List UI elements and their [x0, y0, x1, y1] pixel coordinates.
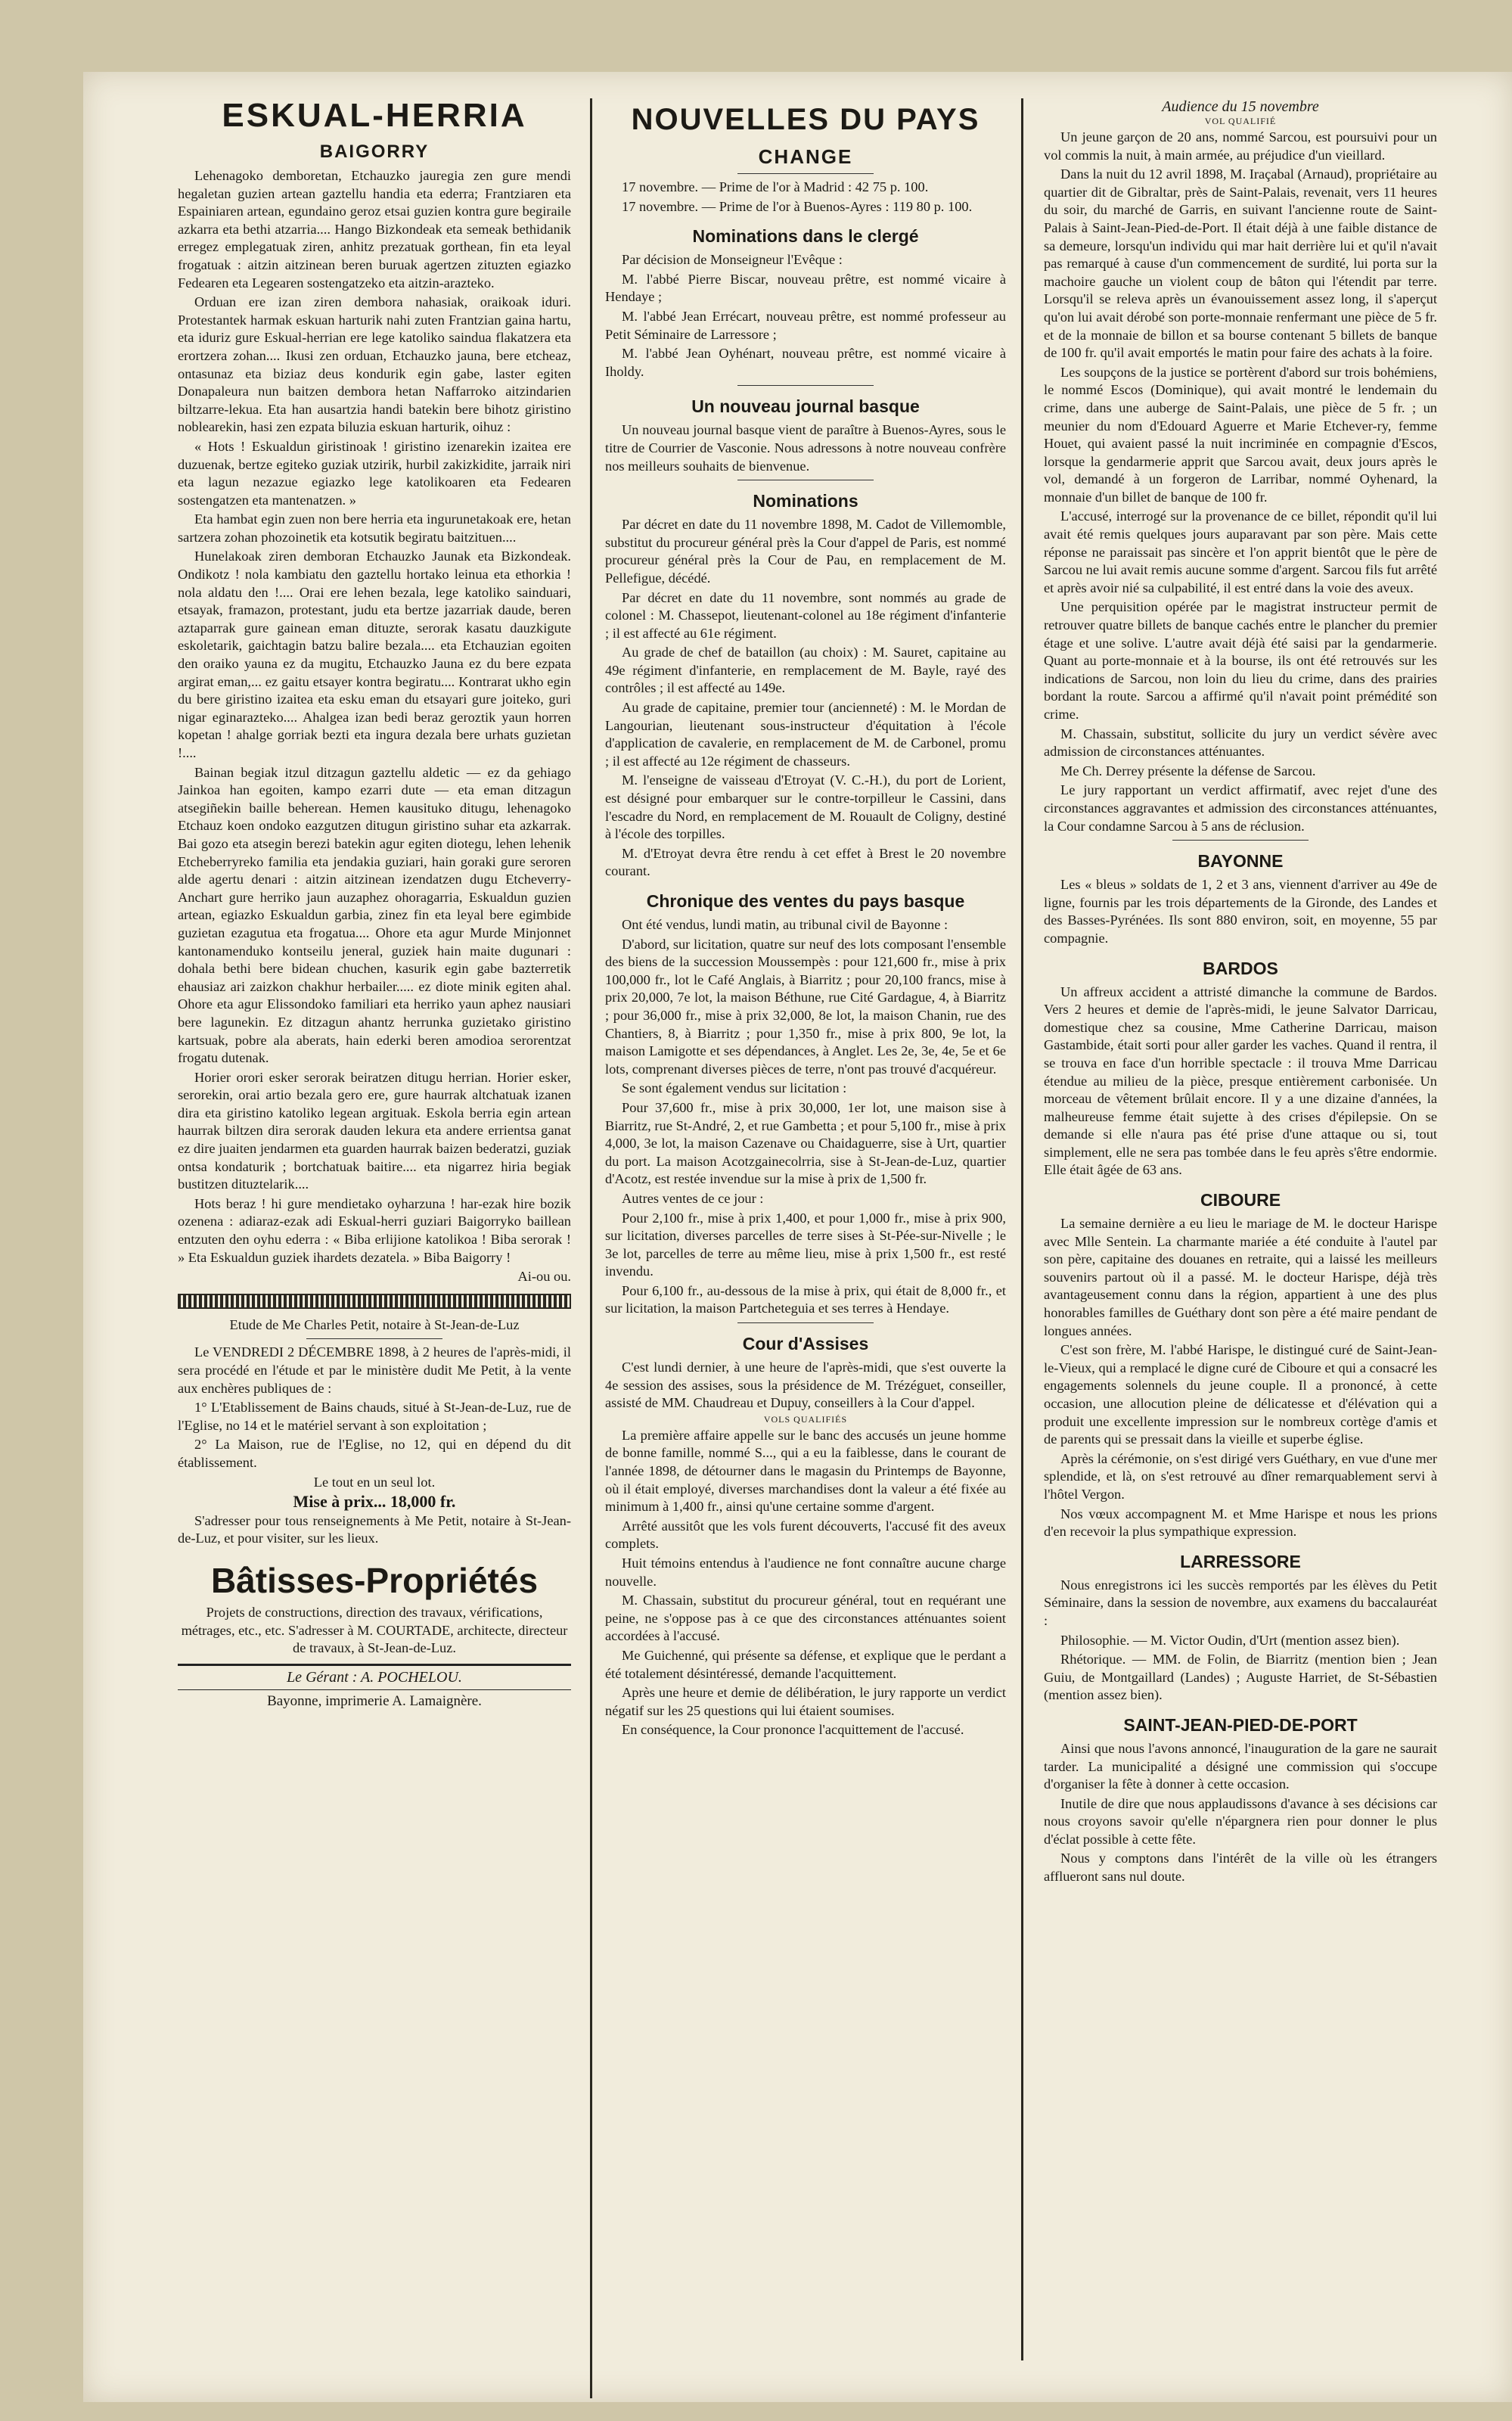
- section-baigorry: BAIGORRY: [319, 141, 430, 162]
- section-saint-jean-pied-de-port: SAINT-JEAN-PIED-DE-PORT: [1123, 1714, 1358, 1735]
- paragraph: Rhétorique. — MM. de Folin, de Biarritz (mention bien ; Jean Guiu, de Montgaillard (Landes) ; Auguste Harriet, de St-Sébastien (mention assez bien).: [1044, 1652, 1437, 1703]
- divider: [1172, 840, 1309, 841]
- paragraph: Le jury rapportant un verdict affirmatif, avec rejet d'une des circonstances aggravantes et admission des circonstances atténuantes, la Cour condamne Sarcou à 5 ans de réclusion.: [1044, 782, 1437, 834]
- paragraph: M. d'Etroyat devra être rendu à cet effet à Brest le 20 novembre courant.: [605, 845, 1006, 879]
- paragraph: Les « bleus » soldats de 1, 2 et 3 ans, viennent d'arriver au 49e de ligne, fournis par les trois départements de la Gironde, des Landes et des Basses-Pyrénées. Ils sont 880 environ, soit, en moyenne, 55 par compagnie.: [1044, 877, 1437, 946]
- column-eskual-herria: [178, 95, 571, 2398]
- masthead-nouvelles: NOUVELLES DU PAYS: [631, 103, 980, 136]
- paragraph: M. l'abbé Jean Errécart, nouveau prêtre, est nommé professeur au Petit Séminaire de Larressore ;: [605, 308, 1006, 342]
- paragraph: Bainan begiak itzul ditzagun gaztellu aldetic — ez da gehiago Jainkoa han egoiten, kampo ezarri dute — eta eman ditzagun atsegiñekin baille beherean. Hemen kausituko ditugu, lehenagoko Etchauz koen ondoko eazgutzen ditugun giristino suhar eta azkarrak. Bai gozo eta atsegin berezi batekin agur egiten diotegu, lehen lehenik Etcheberryreko familia eta jendakia guziari, hain goraki gure seroren alde agertu denari : aitzin aitzinean izendatzen dugu Etcheverry-Anchart gure herriko jaun auzaphez ohoragarria, Eskualdun guzien artean, egiazko Eskualdun garbia, zinez fin eta leyal bere egimbide guzietan ezagutua eta frogatua.... Ohore eta agur Murde Minjonnet kantonamenduko kontseilu jeneral, guziek hain maite dugunari : dohala bethi bere bidean chuchen, kasurik egin gabe bazterretik ehausiaz ari zaizkon chakhur herbailer..... ez diote minik egiten ahal. Ohore eta agur Elissondoko familiari eta herriko yaun aphez nausiari bere lagunekin. Ez ditzagun ahantz herrunka guzietako giristino kartsuak, pobre ala aberats, hain ederki beren amodioa serorentzat frogatu dutenak.: [178, 764, 571, 1066]
- paragraph: Horier orori esker serorak beiratzen ditugu herrian. Horier esker, serorekin, orai artio bezala gero ere, gure haurrak altchatuak izanen dira eta giristino katoliko legean argituak. Eskola berria egin artean haurrak biltzen dira serorak dauden lekura eta andere errientsa ganat ez dire juaiten jendarmen eta guarden haurrak baizen bederatzi, guziak ontsa kondaturik ; bortchatuak baitire.... eta nigarrez hiria begiak bustitzen dituztelarik....: [178, 1069, 571, 1192]
- paragraph: Ont été vendus, lundi matin, au tribunal civil de Bayonne :: [622, 917, 948, 932]
- gerant: Le Gérant : A. POCHELOU.: [178, 1664, 571, 1690]
- paragraph: « Hots ! Eskualdun giristinoak ! giristino izenarekin izaitea ere duzuenak, bertze egiteko guziak utzirik, hurbil zakizkidite, jarraik niri eta lagun nezazue egiazko lege katolikoaren eta Fedearen sostengatzen eta mantenatzen. »: [178, 438, 571, 508]
- column-rule-1: [590, 98, 592, 2398]
- paragraph: 17 novembre. — Prime de l'or à Madrid : 42 75 p. 100.: [622, 179, 929, 194]
- divider: [737, 1322, 874, 1323]
- vols-label: VOLS QUALIFIÉS: [763, 1413, 848, 1425]
- paragraph: Me Ch. Derrey présente la défense de Sarcou.: [1060, 763, 1316, 779]
- section-nominations: Nominations: [753, 491, 858, 511]
- paragraph: Inutile de dire que nous applaudissons d'avance à ses décisions car nous croyons savoir qu'elle n'épargnera rien pour donner le plus d'éclat possible à cette fête.: [1044, 1795, 1437, 1847]
- ad-line: 2° La Maison, rue de l'Eglise, no 12, qui en dépend du dit établissement.: [178, 1437, 571, 1470]
- paragraph: Hots beraz ! hi gure mendietako oyharzuna ! har-ezak hire bozik ozenena : adiaraz-ezak adi Eskual-herri guziari Baigorryko baillean entzuten den oyhu ederra : « Biba erlijione katolikoa ! Biba serorak ! » Eta Eskualdun guziek ihardets dezatela. » Biba Baigorry !: [178, 1195, 571, 1265]
- section-change: CHANGE: [758, 145, 853, 168]
- paragraph: Nos vœux accompagnent M. et Mme Harispe et nous les prions d'en recevoir la plus sympathique expression.: [1044, 1506, 1437, 1540]
- signature: Ai-ou ou.: [517, 1269, 571, 1285]
- paragraph: D'abord, sur licitation, quatre sur neuf des lots composant l'ensemble des biens de la succession Moussempès : pour 121,600 fr., mise à prix 100,000 fr., lot le Café Anglais, à Biarritz ; pour 20,100 francs, mise à prix 20,000, 7e lot, la maison Béthune, rue Cité Gardague, 4, à Biarritz ; pour 36,000 fr., mise à prix 32,000, 8e lot, la maison Chanin, rue des Chantiers, 8, à Biarritz ; pour 1,350 fr., mise à prix 800, 9e lot, la maison Lamigotte et ses dépendances, à Anglet. Les 2e, 3e, 4e, 5e et 6e lots, comprenant diverses pièces de terre, n'ont pas trouvé d'acquéreur.: [605, 936, 1006, 1077]
- paragraph: La première affaire appelle sur le banc des accusés un jeune homme de bonne famille, nommé S..., qui a eu la faiblesse, dans le courant de l'année 1898, de détourner dans le magasin du Printemps de Bayonne, où il était employé, diverses marchandises dont la valeur a été fixée au minimum à 1,400 fr., ainsi qu'une certaine somme d'argent.: [605, 1427, 1006, 1515]
- column-rule-2: [1021, 98, 1023, 2360]
- ad-line: S'adresser pour tous renseignements à Me Petit, notaire à St-Jean-de-Luz, et pour visiter, sur les lieux.: [178, 1512, 571, 1546]
- batisses-title: Bâtisses-Propriétés: [210, 1560, 539, 1600]
- paragraph: L'accusé, interrogé sur la provenance de ce billet, répondit qu'il lui avait été remis quelques jours auparavant par son père. Mais cette réponse ne paraissait pas sincère et l'on apprit bientôt que le père de Sarcou ne lui avait remis aucune somme d'argent. Sarcou fils fut arrêté et après avoir nié sa culpabilité, il est entré dans la voie des aveux.: [1044, 508, 1437, 595]
- paragraph: 17 novembre. — Prime de l'or à Buenos-Ayres : 119 80 p. 100.: [622, 198, 973, 214]
- paragraph: Par décret en date du 11 novembre 1898, M. Cadot de Villemomble, substitut du procureur général près la Cour d'appel de Paris, est nommé procureur général près la Cour de Pau, en remplacement de M. Pellefigue, décédé.: [605, 517, 1006, 586]
- paragraph: C'est son frère, M. l'abbé Harispe, le distingué curé de Saint-Jean-le-Vieux, qui a remplacé le digne curé de Ciboure et qui a consacré les engagements solennels du jeune couple. Il a prononcé, à cette occasion, une allocution pleine de délicatesse et d'élévation qui a produit une excellente impression sur le nombreux cortège d'amis et de parents qui se pressait dans la vieille et superbe église.: [1044, 1342, 1437, 1447]
- section-bardos: BARDOS: [1203, 958, 1278, 978]
- section-assises: Cour d'Assises: [742, 1334, 869, 1354]
- paragraph: La semaine dernière a eu lieu le mariage de M. le docteur Harispe avec Mlle Sentein. La charmante mariée a été conduite à l'autel par son père, capitaine des douanes en retraite, qui a laissé les meilleurs souvenirs partout où il a passé. M. le docteur Harispe, déjà très avantageusement connu dans la région, appartient à une des plus honorables familles de Guéthary dont son père a été maire pendant de longues années.: [1044, 1216, 1437, 1338]
- paragraph: Les soupçons de la justice se portèrent d'abord sur trois bohémiens, le nommé Escos (Dominique), qui avait montré le lendemain du crime, dans une auberge de Saint-Palais, une pièce de 5 fr. ; un meunier du nom d'Edouard Aguerre et Marie Etchever-ry, femme Houet, qui avaient passé la nuit incriminée en compagnie d'Escos, lorsque la gendarmerie apprit que Sarcou avait, deux jours après le vol, demandé à un forgeron de Larribar, nommé Oyhenard, la monnaie d'un billet de banque de 100 fr.: [1044, 364, 1437, 505]
- auction-advertisement: [178, 1316, 571, 1548]
- vol-label: VOL QUALIFIÉ: [1204, 116, 1277, 126]
- paragraph: Me Guichenné, qui présente sa défense, et explique que le perdant a été totalement désintéressé, demande l'acquittement.: [605, 1647, 1006, 1681]
- paragraph: Un nouveau journal basque vient de paraître à Buenos-Ayres, sous le titre de Courrier de Vasconie. Nous adressons à notre nouveau confrère nos meilleurs souhaits de bienvenue.: [605, 422, 1006, 474]
- section-journal: Un nouveau journal basque: [691, 396, 920, 417]
- column-nouvelles-du-pays: [605, 98, 1006, 2398]
- imprimerie: Bayonne, imprimerie A. Lamaignère.: [267, 1692, 482, 1709]
- column-right: [1044, 98, 1437, 2398]
- masthead-eskual-herria: ESKUAL-HERRIA: [222, 97, 527, 134]
- section-clerge: Nominations dans le clergé: [692, 226, 919, 247]
- decorative-rule: [178, 1294, 571, 1309]
- paragraph: Huit témoins entendus à l'audience ne font connaître aucune charge nouvelle.: [605, 1555, 1006, 1589]
- paragraph: Se sont également vendus sur licitation :: [622, 1080, 847, 1096]
- ad-line: 1° L'Etablissement de Bains chauds, situé à St-Jean-de-Luz, rue de l'Eglise, no 14 et le matériel servant à son exploitation ;: [178, 1400, 571, 1433]
- paragraph: C'est lundi dernier, à une heure de l'après-midi, que s'est ouverte la 4e session des assises, sous la présidence de M. Trézéguet, conseiller, assisté de MM. Chaudreau et Dupuy, conseillers à la Cour d'appel.: [605, 1360, 1006, 1411]
- divider: [737, 385, 874, 386]
- ad-line: Etude de Me Charles Petit, notaire à St-Jean-de-Luz: [229, 1316, 520, 1332]
- paragraph: Après une heure et demie de délibération, le jury rapporte un verdict négatif sur les 25 questions qui lui étaient soumises.: [605, 1685, 1006, 1718]
- section-bayonne: BAYONNE: [1197, 851, 1284, 872]
- paragraph: Un jeune garçon de 20 ans, nommé Sarcou, est poursuivi pour un vol commis la nuit, à main armée, au préjudice d'un vieillard.: [1044, 129, 1437, 163]
- section-larressore: LARRESSORE: [1180, 1551, 1301, 1571]
- section-ciboure: CIBOURE: [1200, 1190, 1281, 1210]
- audience-date: Audience du 15 novembre: [1162, 98, 1319, 115]
- ad-line: Le VENDREDI 2 DÉCEMBRE 1898, à 2 heures de l'après-midi, il sera procédé en l'étude et par le ministère dudit Me Petit, à la vente aux enchères publiques de :: [178, 1344, 571, 1396]
- batisses-text: Projets de constructions, direction des travaux, vérifications, métrages, etc., etc. S'adresser à M. COURTADE, architecte, directeur de travaux, à St-Jean-de-Luz.: [181, 1604, 568, 1656]
- paragraph: Orduan ere izan ziren dembora nahasiak, oraikoak iduri. Protestantek harmak eskuan harturik nahi zuten Frantzian gaina hartu, eta iduriz gure Eskual-herrian ere lege katoliko saindua flakatzera eta erortzera zohan.... Ikusi zen orduan, Etchauzko jauna, bere etcheaz, ontasunaz eta biziaz deus kondurik egin gabe, laster egiten Donapaleura nun baitzen dembora hetan Naffarroko aitzindarien biltzarre-lekua. Eta han ausartzia handi batekin bere bihotz giristino noblearekin, hasi zen ezpata biluzia eskuan harturik, oihuz :: [178, 294, 571, 435]
- paragraph: Après la cérémonie, on s'est dirigé vers Guéthary, en vue d'une mer splendide, et là, on s'est retrouvé au dîner remarquablement servi à l'hôtel Vergon.: [1044, 1450, 1437, 1502]
- paragraph: Par décret en date du 11 novembre, sont nommés au grade de colonel : M. Chassepot, lieutenant-colonel au 18e régiment d'infanterie ; il est affecté au 61e régiment.: [605, 589, 1006, 641]
- paragraph: Pour 6,100 fr., au-dessous de la mise à prix, qui était de 8,000 fr., et sur licitation, la maison Partcheteguia et ses terres à Hendaye.: [605, 1282, 1006, 1316]
- paragraph: Nous enregistrons ici les succès remportés par les élèves du Petit Séminaire, dans la session de novembre, aux examens du baccalauréat :: [1044, 1577, 1437, 1628]
- section-ventes: Chronique des ventes du pays basque: [646, 891, 965, 911]
- paragraph: Lehenagoko demboretan, Etchauzko jauregia zen gure mendi hegaletan guzien artean gaztellu handia eta ederra; Frantziaren eta Espainiaren artean, egundaino geroz etsai guzien kontra gure begiraile azkarra eta bethi atzarria.... Hango Bizkondeak eta semeak bethidanik erregez emplegatuak ziren, anhitz prezatuak gorthean, fin eta leyal frogatuak : aitzin aitzinean beren buruak agertzen zituzten egiazko Fedearen eta Legearen sostengatzeko eta aitzin-arazteko.: [178, 168, 571, 291]
- paragraph: M. l'abbé Jean Oyhénart, nouveau prêtre, est nommé vicaire à Iholdy.: [605, 346, 1006, 379]
- paragraph: Ainsi que nous l'avons annoncé, l'inauguration de la gare ne saurait tarder. La municipalité a désigné une commission qui s'occupe d'organiser la fête à donner à cette occasion.: [1044, 1740, 1437, 1792]
- paragraph: Nous y comptons dans l'intérêt de la ville où les étrangers afflueront sans nul doute.: [1044, 1851, 1437, 1885]
- ad-line: Le tout en un seul lot.: [313, 1474, 436, 1490]
- paragraph: Autres ventes de ce jour :: [622, 1190, 764, 1206]
- paragraph: Au grade de capitaine, premier tour (ancienneté) : M. le Mordan de Langourian, lieutenant sous-instructeur d'équitation à l'école d'application de cavalerie, en remplacement de M. de Carbonel, promu ; il est affecté au 12e régiment de chasseurs.: [605, 700, 1006, 769]
- paragraph: Philosophie. — M. Victor Oudin, d'Urt (mention assez bien).: [1060, 1632, 1400, 1648]
- paragraph: M. Chassain, substitut du procureur général, tout en requérant une peine, ne s'oppose pas à ce que des circonstances atténuantes soient accordées à l'accusé.: [605, 1593, 1006, 1644]
- paragraph: Dans la nuit du 12 avril 1898, M. Iraçabal (Arnaud), propriétaire au quartier dit de Gibraltar, près de Saint-Palais, revenait, vers 11 heures du soir, du marché de Garris, en suivant l'ancienne route de Saint-Palais à Saint-Jean-Pied-de-Port. Il était déjà à une faible distance de sa demeure, lorsqu'un individu qui mar hait derrière lui et qu'il n'avait pas remarqué à cause d'un commencement de surdité, lui porta sur la machoire gauche un violent coup de bâton qui l'étendit par terre. Lorsqu'il se releva après un évanouissement assez long, il s'aperçut qu'on lui avait dérobé son porte-monnaie renfermant une pièce de 5 fr. et de la monnaie de billon et sa bourse contenant 5 billets de banque de 100 fr. qu'il avait emportés le matin pour faire des achats à la foire.: [1044, 166, 1437, 361]
- paragraph: M. Chassain, substitut, sollicite du jury un verdict sévère avec admission de circonstances atténuantes.: [1044, 726, 1437, 760]
- paragraph: M. l'enseigne de vaisseau d'Etroyat (V. C.-H.), du port de Lorient, est désigné pour embarquer sur le contre-torpilleur le Cassini, dans l'escadre du Nord, en remplacement de M. Rouault de Coligny, destiné à l'école des torpilles.: [605, 772, 1006, 842]
- paragraph: Par décision de Monseigneur l'Evêque :: [622, 252, 843, 268]
- paragraph: Arrêté aussitôt que les vols furent découverts, l'accusé fit des aveux complets.: [605, 1518, 1006, 1552]
- ad-price: Mise à prix... 18,000 fr.: [293, 1492, 456, 1512]
- divider: [737, 173, 874, 174]
- paragraph: Une perquisition opérée par le magistrat instructeur permit de retrouver quatre billets de banque cachés entre le plancher du premier étage et une solive. L'autre avait déjà été saisi par la gendarmerie. Quant au porte-monnaie et à la bourse, ils ont été retrouvés sur les indications de Sarcou, non loin du lieu du crime, dans des prairies bordant la route. Sarcou a affirmé qu'il n'avait point prémédité son crime.: [1044, 599, 1437, 722]
- divider: [306, 1338, 442, 1339]
- paragraph: En conséquence, la Cour prononce l'acquittement de l'accusé.: [622, 1722, 964, 1738]
- paragraph: Eta hambat egin zuen non bere herria eta ingurunetakoak ere, hetan sartzera zohan phozoinetik eta kotsutik begiratu baitzituen....: [178, 511, 571, 545]
- paragraph: Pour 37,600 fr., mise à prix 30,000, 1er lot, une maison sise à Biarritz, rue St-André, 2, et rue Gambetta ; et pour 5,100 fr., mise à prix 4,000, 3e lot, la maison Cazenave ou Chaidaguerre, sise à Urt, quartier du port. La maison Acotzgainecolrria, sise à St-Jean-de-Luz, quartier d'Acotz, est restée invendue sur la mise à prix de 1,500 fr.: [605, 1099, 1006, 1187]
- paragraph: Un affreux accident a attristé dimanche la commune de Bardos. Vers 2 heures et demie de l'après-midi, le jeune Salvator Darricau, domestique chez sa cousine, Mme Catherine Darricau, maison Gastambide, était sorti pour aller garder les vaches. Quand il rentra, il se trouva en face d'un horrible spectacle : il trouva Mme Darricau étendue au milieu de la pièce, presque entièrement carbonisée. Un morceau de vêtement brûlait encore. Il y a une dizaine d'années, la malheureuse femme était sujette à des crises d'épilepsie. On se demande si elle n'aura pas été prise d'une attaque ou si, tout simplement, elle ne sera pas tombée dans le feu après s'être endormie. Elle était âgée de 63 ans.: [1044, 984, 1437, 1178]
- paragraph: M. l'abbé Pierre Biscar, nouveau prêtre, est nommé vicaire à Hendaye ;: [605, 271, 1006, 305]
- paragraph: Pour 2,100 fr., mise à prix 1,400, et pour 1,000 fr., mise à prix 900, sur licitation, diverses parcelles de terre sises à St-Pée-sur-Nivelle ; le 3e lot, parcelles de terre au même lieu, mise à prix 1,500 fr., est resté invendu.: [605, 1210, 1006, 1279]
- paragraph: Hunelakoak ziren demboran Etchauzko Jaunak eta Bizkondeak. Ondikotz ! nola kambiatu den gaztellu hortako leinua eta ethorkia ! nola aldatu den !.... Orai ere lehen bezala, lege katoliko sainduari, etsayak, framazon, protestant, judu eta bertze jazarriak daude, beren aztaparrak gure gainean eman dituzte, serorak kasatu dauzkigute eskoletarik, gaichtagin batzu balire bezala.... eta Etchauzian egoiten den oraiko yauna ez da mugitu, Etchauzko Jauna ez du bere ezpata argirat eman,... ez gaitu etsayer kontra begiratu.... Kontrarat ukho egin du bere giristino izaitea eta esku eman du etsayari gure joiteko, guri nigar eginarazteko.... Ahalgea izan bedi beraz geroztik yaun horren kopetan ! ahalge gorriak bezti eta ingura dezala bere urhats guzietan !....: [178, 549, 571, 760]
- paragraph: Au grade de chef de bataillon (au choix) : M. Sauret, capitaine au 49e régiment d'infanterie, en remplacement de M. Bayle, rayé des contrôles ; il est affecté au 149e.: [605, 645, 1006, 696]
